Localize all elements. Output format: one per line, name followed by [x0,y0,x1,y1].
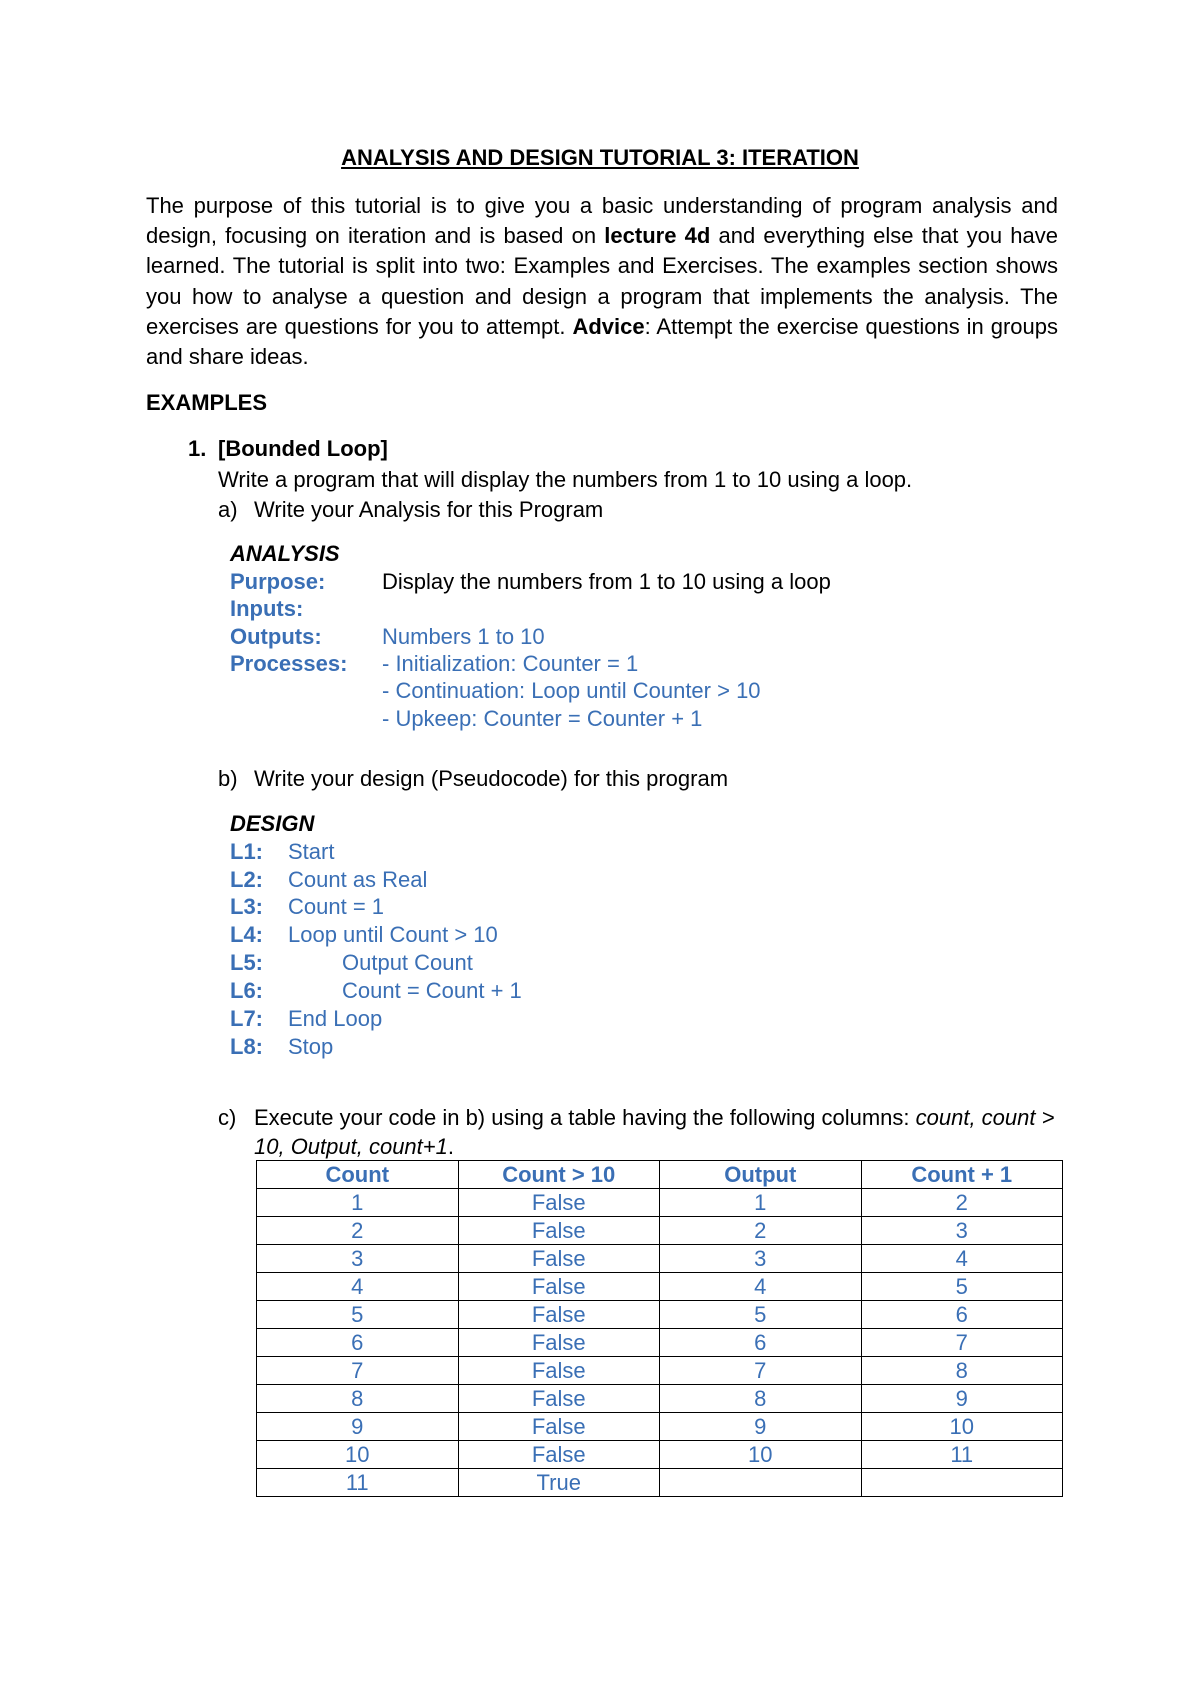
table-row [257,1469,1063,1497]
table-cell: False [458,1441,660,1469]
table-row [257,1273,1063,1301]
line-code: Count = 1 [288,894,385,919]
table-cell: False [458,1413,660,1441]
process-item: - Continuation: Loop until Counter > 10 [382,678,761,703]
process-item: - Initialization: Counter = 1 [382,651,639,676]
table-cell: 4 [257,1273,459,1301]
table-cell: False [458,1329,660,1357]
table-cell: 5 [660,1301,862,1329]
table-cell: 6 [257,1329,459,1357]
table-cell: 6 [660,1329,862,1357]
table-cell: 10 [660,1441,862,1469]
intro-text-2: and everything else that you have learned. The tutorial is split into two: Examples and Exercises. The examples section shows you how to analyse a question and design a program that implements the analysis. The exercises are questions for you to attempt. [146,223,1058,339]
line-label: L2: [230,867,263,892]
sub-c-text-post: . [447,1134,454,1159]
sub-a-label: a) [218,497,238,522]
table-row [257,1385,1063,1413]
line-label: L4: [230,922,263,947]
processes-label: Processes: [230,651,348,676]
table-cell: 7 [257,1357,459,1385]
sub-a-text: Write your Analysis for this Program [254,497,604,522]
table-cell: 8 [257,1385,459,1413]
table-row [257,1189,1063,1217]
table-cell: 11 [861,1441,1063,1469]
trace-table [256,1160,1063,1497]
table-cell: False [458,1357,660,1385]
table-cell: True [458,1469,660,1497]
sub-c-text [254,1103,1074,1161]
table-row [257,1217,1063,1245]
sub-b-label: b) [218,766,238,791]
question-title: [Bounded Loop] [218,436,388,461]
table-cell: False [458,1217,660,1245]
line-code: Start [288,839,335,864]
sub-c-label: c) [218,1105,237,1130]
intro-paragraph [146,191,1058,372]
table-cell: 5 [861,1273,1063,1301]
line-label: L1: [230,839,263,864]
line-label: L6: [230,978,263,1003]
page-title: ANALYSIS AND DESIGN TUTORIAL 3: ITERATION [341,145,859,170]
table-cell: 4 [861,1245,1063,1273]
table-cell: 1 [660,1189,862,1217]
table-cell: 2 [660,1217,862,1245]
intro-text-1: The purpose of this tutorial is to give you a basic understanding of program analysis and design, focusing on iteration and is based on [146,193,1058,249]
table-cell: 10 [257,1441,459,1469]
line-code: Loop until Count > 10 [288,922,498,947]
table-cell: False [458,1273,660,1301]
table-cell: 10 [861,1413,1063,1441]
table-cell: 9 [660,1413,862,1441]
line-label: L7: [230,1006,263,1031]
line-label: L8: [230,1034,263,1059]
line-code: Output Count [342,950,473,975]
question-number: 1. [188,436,207,461]
outputs-label: Outputs: [230,624,322,649]
table-cell: 4 [660,1273,862,1301]
table-cell: 11 [257,1469,459,1497]
table-cell: 2 [257,1217,459,1245]
line-label: L3: [230,894,263,919]
column-header: Count > 10 [458,1161,660,1189]
intro-bold-advice: Advice [572,313,645,339]
design-heading: DESIGN [230,811,315,836]
table-cell: 5 [257,1301,459,1329]
line-code: Count = Count + 1 [342,978,522,1003]
table-cell: False [458,1301,660,1329]
purpose-label: Purpose: [230,569,326,594]
table-cell: False [458,1245,660,1273]
table-header-row [257,1161,1063,1189]
intro-bold-lecture: lecture 4d [604,223,711,249]
table-cell: 3 [861,1217,1063,1245]
examples-heading: EXAMPLES [146,390,268,415]
sub-c-text-pre: Execute your code in b) using a table having the following columns: [254,1105,916,1130]
table-cell: 3 [257,1245,459,1273]
inputs-label: Inputs: [230,596,304,621]
question-text: Write a program that will display the numbers from 1 to 10 using a loop. [218,467,913,492]
column-header: Count [257,1161,459,1189]
table-cell: 8 [660,1385,862,1413]
table-row [257,1329,1063,1357]
table-row [257,1413,1063,1441]
process-item: - Upkeep: Counter = Counter + 1 [382,706,703,731]
table-row [257,1357,1063,1385]
purpose-value: Display the numbers from 1 to 10 using a loop [382,569,831,594]
table-cell [660,1469,862,1497]
table-cell: 2 [861,1189,1063,1217]
table-cell: 7 [861,1329,1063,1357]
table-cell: 8 [861,1357,1063,1385]
table-cell: False [458,1189,660,1217]
table-cell: 6 [861,1301,1063,1329]
line-code: Stop [288,1034,334,1059]
table-cell: 3 [660,1245,862,1273]
outputs-value: Numbers 1 to 10 [382,624,545,649]
line-code: Count as Real [288,867,428,892]
intro-text-3: : Attempt the exercise questions in groups and share ideas. [146,313,1058,370]
table-cell: False [458,1385,660,1413]
column-header: Count + 1 [861,1161,1063,1189]
table-row [257,1301,1063,1329]
table-cell: 7 [660,1357,862,1385]
table-row [257,1441,1063,1469]
line-code: End Loop [288,1006,383,1031]
table-row [257,1245,1063,1273]
table-cell [861,1469,1063,1497]
sub-b-text: Write your design (Pseudocode) for this program [254,766,729,791]
table-cell: 1 [257,1189,459,1217]
table-cell: 9 [861,1385,1063,1413]
analysis-heading: ANALYSIS [230,541,340,566]
table-cell: 9 [257,1413,459,1441]
sub-c-columns: count, count > 10, Output, count+1 [254,1105,1055,1159]
line-label: L5: [230,950,263,975]
column-header: Output [660,1161,862,1189]
